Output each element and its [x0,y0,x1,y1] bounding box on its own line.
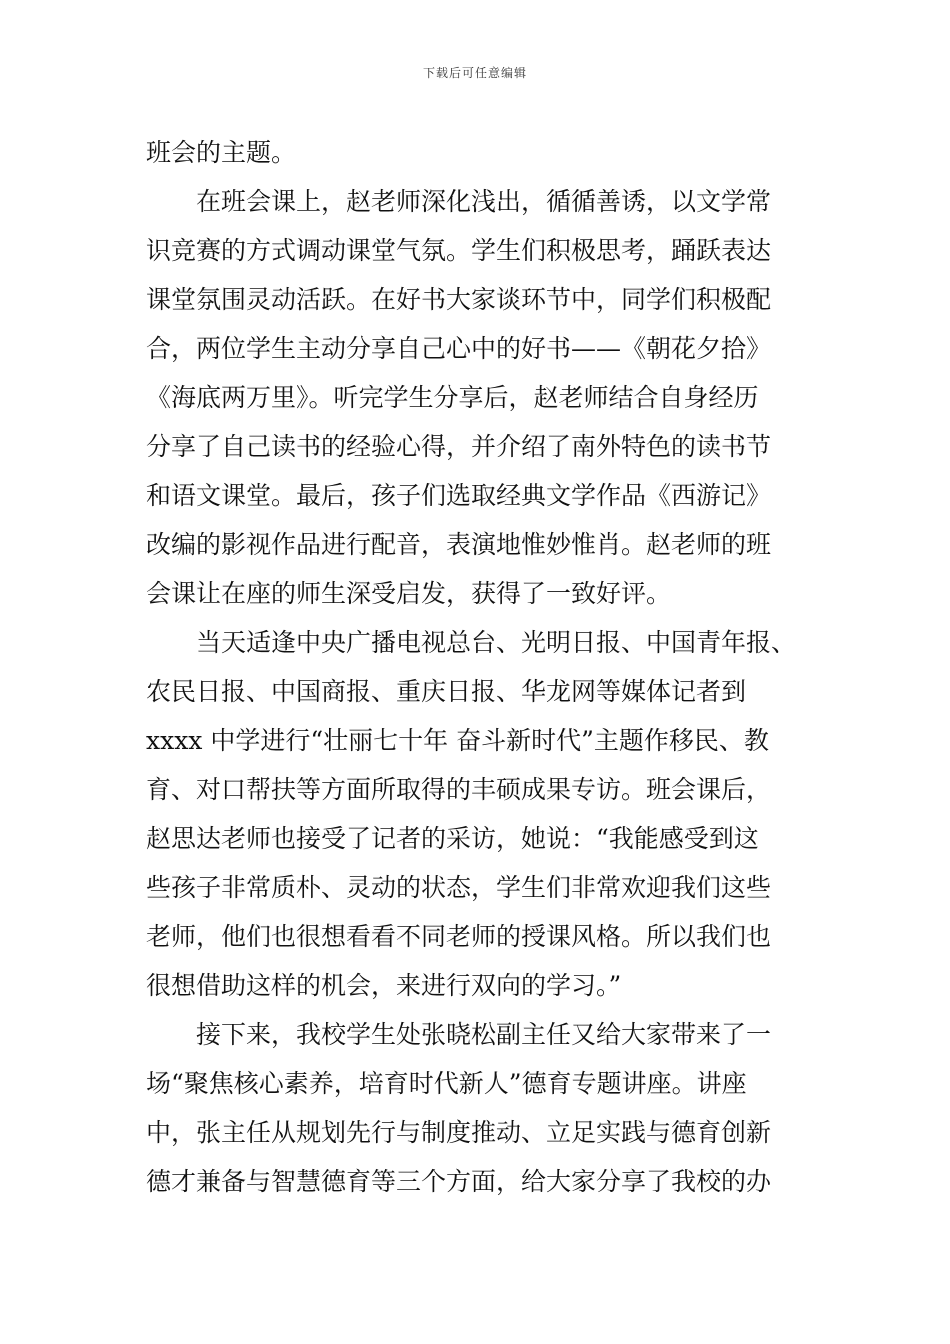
text-line: 会课让在座的师生深受启发，获得了一致好评。 [146,579,672,608]
text-line: 当天适逢中央广播电视总台、光明日报、中国青年报、 [196,628,797,657]
text-line: 场“聚焦核心素养，培育时代新人”德育专题讲座。讲座 [146,1069,747,1098]
text-line: 很想借助这样的机会，来进行双向的学习。” [146,971,622,1000]
text-line: 些孩子非常质朴、灵动的状态，学生们非常欢迎我们这些 [146,873,772,902]
text-line: 合，两位学生主动分享自己心中的好书——《朝花夕拾》 [146,334,772,363]
text-line: 《海底两万里》。听完学生分享后，赵老师结合自身经历 [146,383,759,412]
text-line: 中，张主任从规划先行与制度推动、立足实践与德育创新 [146,1118,772,1147]
text-line: 改编的影视作品进行配音，表演地惟妙惟肖。赵老师的班 [146,530,772,559]
text-line: 分享了自己读书的经验心得，并介绍了南外特色的读书节 [146,432,772,461]
text-line: 赵思达老师也接受了记者的采访，她说：“我能感受到这 [146,824,759,853]
body-text [146,128,810,1206]
text-line: 接下来，我校学生处张晓松副主任又给大家带来了一 [196,1020,772,1049]
text-line: 识竞赛的方式调动课堂气氛。学生们积极思考，踊跃表达 [146,236,772,265]
text-line: 课堂氛围灵动活跃。在好书大家谈环节中，同学们积极配 [146,285,772,314]
text-line: 育、对口帮扶等方面所取得的丰硕成果专访。班会课后， [146,775,772,804]
text-line: xxxx 中学进行“壮丽七十年 奋斗新时代”主题作移民、教 [146,726,769,755]
text-line: 农民日报、中国商报、重庆日报、华龙网等媒体记者到 [146,677,747,706]
text-line: 德才兼备与智慧德育等三个方面，给大家分享了我校的办 [146,1167,772,1196]
text-line: 在班会课上，赵老师深化浅出，循循善诱，以文学常 [196,187,772,216]
text-line: 老师，他们也很想看看不同老师的授课风格。所以我们也 [146,922,772,951]
text-line: 班会的主题。 [146,138,297,167]
text-line: 和语文课堂。最后，孩子们选取经典文学作品《西游记》 [146,481,772,510]
header-note: 下载后可任意编辑 [422,66,527,80]
